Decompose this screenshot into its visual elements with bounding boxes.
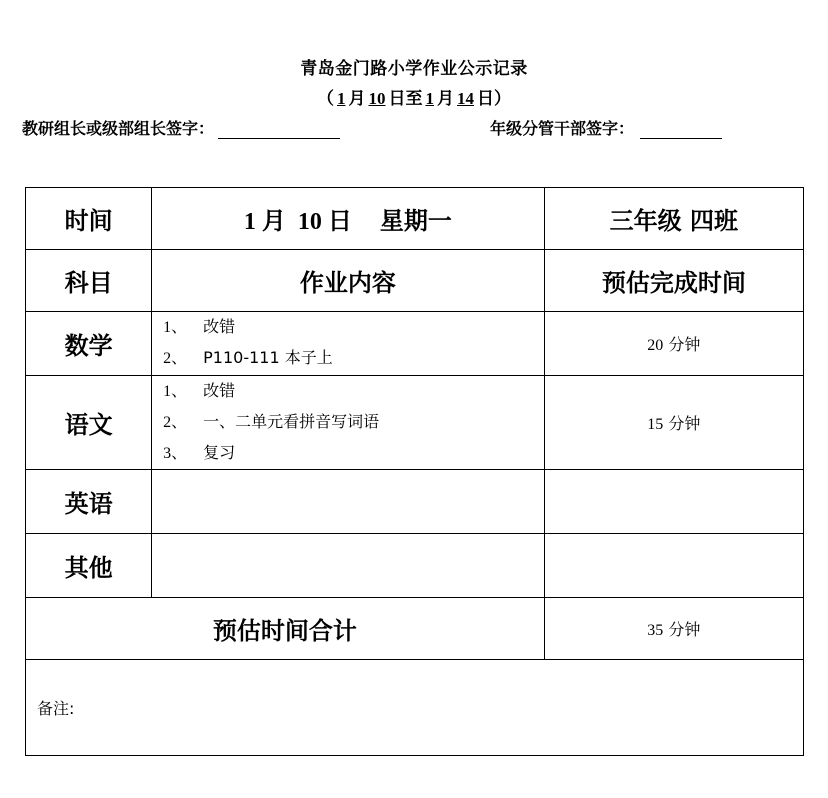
item-number: 3、 (163, 445, 188, 462)
date-open-paren: （ (317, 89, 334, 109)
homework-content (152, 312, 545, 376)
subject-english: 英语 (26, 470, 152, 534)
remark-label: 备注: (37, 699, 75, 718)
list-item (163, 438, 544, 469)
month-char: 月 (437, 89, 454, 109)
table-row-date (26, 188, 804, 250)
table-row (26, 312, 804, 376)
month-char: 月 (348, 89, 366, 109)
item-number: 1、 (163, 319, 188, 336)
time-value: 15 (647, 416, 664, 433)
end-month: 1 (425, 89, 434, 108)
day-char: 日 (327, 207, 352, 235)
time-label: 时间 (26, 188, 152, 250)
estimated-time[interactable] (544, 470, 803, 534)
total-time-value: 35 (647, 622, 664, 639)
table-header-row (26, 250, 804, 312)
date-cell (152, 188, 545, 250)
date-range (0, 84, 828, 109)
total-time (544, 598, 803, 660)
subject-chinese: 语文 (26, 376, 152, 470)
item-text: 复习 (203, 443, 236, 462)
start-day: 10 (368, 89, 386, 108)
homework-table (25, 187, 804, 756)
time-unit: 分钟 (668, 620, 701, 639)
homework-content[interactable] (152, 534, 545, 598)
signature-grade-manager (490, 116, 722, 139)
signature-teaching-leader (22, 116, 340, 139)
subject-other: 其他 (26, 534, 152, 598)
signature-line[interactable] (218, 124, 340, 139)
estimated-time (544, 376, 803, 470)
item-text: 改错 (203, 381, 236, 400)
signature-label: 教研组长或级部组长签字： (22, 119, 215, 138)
item-text: 改错 (203, 317, 236, 336)
estimated-time (544, 312, 803, 376)
subject-math: 数学 (26, 312, 152, 376)
list-item (163, 407, 544, 438)
class-name: 三年级 四班 (544, 188, 803, 250)
item-number: 2、 (163, 414, 188, 431)
start-month: 1 (337, 89, 346, 108)
time-unit: 分钟 (668, 335, 701, 354)
column-header-content: 作业内容 (152, 250, 545, 312)
table-row (26, 534, 804, 598)
signature-line[interactable] (640, 124, 722, 139)
item-number: 1、 (163, 383, 188, 400)
date-day: 10 (297, 209, 322, 235)
day-to-text: 日至 (388, 89, 423, 109)
time-unit: 分钟 (668, 414, 701, 433)
table-row (26, 376, 804, 470)
table-row (26, 470, 804, 534)
estimated-time[interactable] (544, 534, 803, 598)
column-header-time: 预估完成时间 (544, 250, 803, 312)
time-value: 20 (647, 337, 664, 354)
total-time-label: 预估时间合计 (26, 598, 545, 660)
homework-content[interactable] (152, 470, 545, 534)
item-number: 2、 (163, 350, 188, 367)
list-item (163, 343, 544, 374)
document-title: 青岛金门路小学作业公示记录 (300, 59, 528, 79)
item-text: 一、二单元看拼音写词语 (203, 412, 380, 431)
date-month: 1 (243, 209, 256, 235)
end-day: 14 (457, 89, 474, 108)
date-close-paren: 日） (477, 89, 511, 109)
weekday: 星期一 (379, 207, 452, 235)
list-item (163, 312, 544, 343)
month-char: 月 (261, 207, 286, 235)
homework-content (152, 376, 545, 470)
list-item (163, 376, 544, 407)
item-text: P110-111 本子上 (203, 348, 333, 367)
remark-cell[interactable] (26, 660, 804, 756)
signature-label: 年级分管干部签字： (490, 119, 635, 138)
column-header-subject: 科目 (26, 250, 152, 312)
table-row-remark (26, 660, 804, 756)
table-row-total (26, 598, 804, 660)
